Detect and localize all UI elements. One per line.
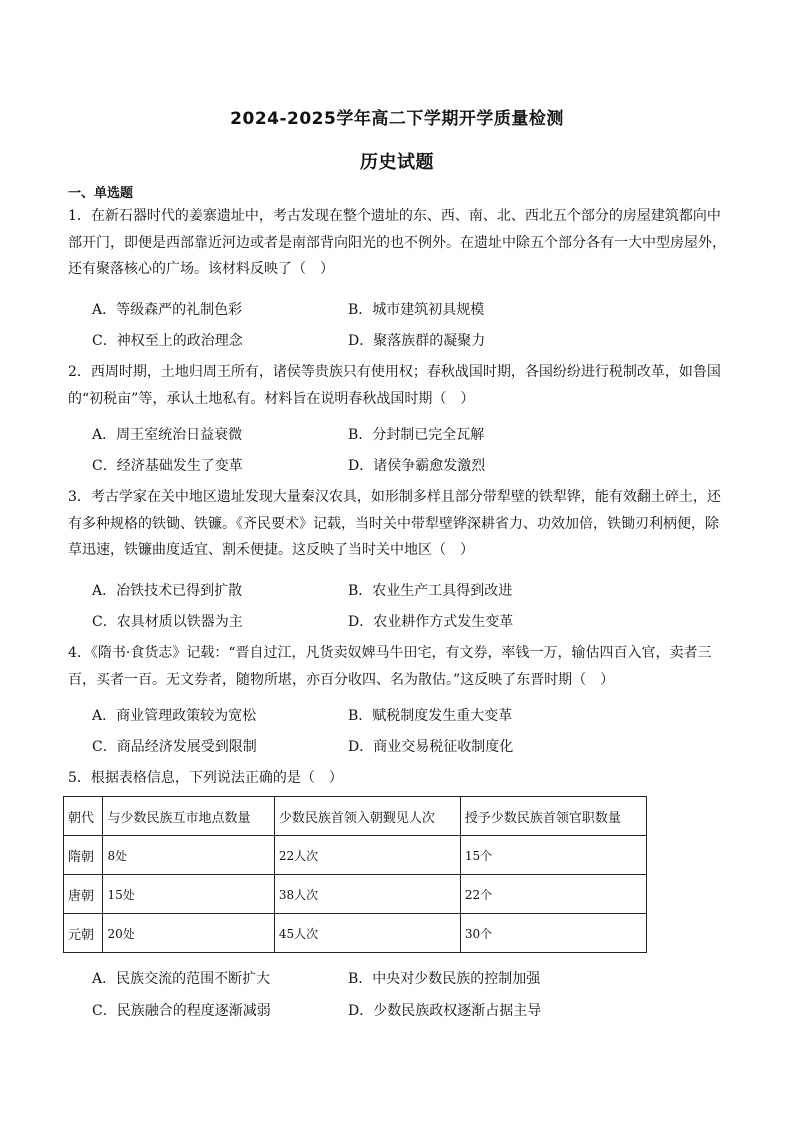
question-2-option-b[interactable]: B．分封制已完全瓦解 — [348, 427, 485, 443]
table-header-row — [64, 797, 647, 836]
question-5-stem: 5．根据表格信息，下列说法正确的是（ ） — [68, 770, 343, 786]
data-table — [63, 796, 647, 953]
question-5-option-a[interactable]: A．民族交流的范围不断扩大 — [92, 971, 271, 987]
table-header-cell: 与少数民族互市地点数量 — [103, 797, 274, 836]
question-4-option-c[interactable]: C．商品经济发展受到限制 — [92, 739, 257, 755]
question-2-option-c[interactable]: C．经济基础发生了变革 — [92, 458, 243, 474]
question-5-option-c[interactable]: C．民族融合的程度逐渐减弱 — [92, 1003, 271, 1019]
question-3-stem: 3．考古学家在关中地区遗址发现大量秦汉农具，如形制多样且部分带犁壁的铁犁铧，能有效翻土碎土，还有多种规格的铁锄、铁镰。《齐民要术》记载，当时关中带犁壁铧深耕省力、功效加倍，铁锄刃利柄便，除草迅速，铁镰曲度适宜、割禾便捷。这反映了当时关中地区（ ） — [68, 489, 721, 558]
section-heading: 一、单选题 — [68, 186, 134, 201]
question-4-stem: 4．《隋书·食货志》记载：“晋自过江，凡货卖奴婢马牛田宅，有文券，率钱一万，输估四百入官，卖者三百，买者一百。无文券者，随物所堪，亦百分收四、名为散估。”这反映了东晋时期（ ） — [68, 645, 712, 688]
question-2-option-a[interactable]: A．周王室统治日益衰微 — [92, 427, 243, 443]
question-4-option-d[interactable]: D．商业交易税征收制度化 — [348, 739, 514, 755]
table-cell: 15处 — [103, 875, 274, 914]
question-2-option-d[interactable]: D．诸侯争霸愈发激烈 — [348, 458, 486, 474]
question-5-option-d[interactable]: D．少数民族政权逐渐占据主导 — [348, 1003, 542, 1019]
table-cell: 22个 — [460, 875, 646, 914]
table-cell: 45人次 — [274, 914, 460, 953]
table-header-cell: 朝代 — [64, 797, 103, 836]
table-cell: 隋朝 — [64, 836, 103, 875]
table-row — [64, 836, 647, 875]
question-3-option-d[interactable]: D．农业耕作方式发生变革 — [348, 614, 514, 630]
question-4-option-a[interactable]: A．商业管理政策较为宽松 — [92, 708, 257, 724]
table-cell: 15个 — [460, 836, 646, 875]
question-1-option-d[interactable]: D．聚落族群的凝聚力 — [348, 333, 486, 349]
question-1-option-a[interactable]: A．等级森严的礼制色彩 — [92, 302, 243, 318]
question-1-option-b[interactable]: B．城市建筑初具规模 — [348, 302, 485, 318]
table-cell: 元朝 — [64, 914, 103, 953]
exam-title: 2024-2025学年高二下学期开学质量检测 — [230, 109, 564, 129]
table-cell: 20处 — [103, 914, 274, 953]
table-header-cell: 少数民族首领入朝觐见人次 — [274, 797, 460, 836]
question-5-option-b[interactable]: B．中央对少数民族的控制加强 — [348, 971, 541, 987]
table-cell: 30个 — [460, 914, 646, 953]
table-header-cell: 授予少数民族首领官职数量 — [460, 797, 646, 836]
question-3-option-b[interactable]: B．农业生产工具得到改进 — [348, 583, 513, 599]
exam-subtitle: 历史试题 — [360, 152, 434, 173]
table-row — [64, 875, 647, 914]
question-1-option-c[interactable]: C．神权至上的政治理念 — [92, 333, 243, 349]
question-3-option-c[interactable]: C．农具材质以铁器为主 — [92, 614, 243, 630]
question-2-stem: 2．西周时期，土地归周王所有，诸侯等贵族只有使用权；春秋战国时期，各国纷纷进行税制改革，如鲁国的“初税亩”等，承认土地私有。材料旨在说明春秋战国时期（ ） — [68, 364, 721, 407]
question-4-option-b[interactable]: B．赋税制度发生重大变革 — [348, 708, 513, 724]
table-cell: 22人次 — [274, 836, 460, 875]
table-row — [64, 914, 647, 953]
question-3-option-a[interactable]: A．冶铁技术已得到扩散 — [92, 583, 243, 599]
question-1-stem: 1．在新石器时代的姜寨遗址中，考古发现在整个遗址的东、西、南、北、西北五个部分的房屋建筑都向中部开门，即便是西部靠近河边或者是南部背向阳光的也不例外。在遗址中除五个部分各有一大中型房屋外，还有聚落核心的广场。该材料反映了（ ） — [68, 208, 726, 277]
table-cell: 8处 — [103, 836, 274, 875]
table-cell: 38人次 — [274, 875, 460, 914]
table-cell: 唐朝 — [64, 875, 103, 914]
